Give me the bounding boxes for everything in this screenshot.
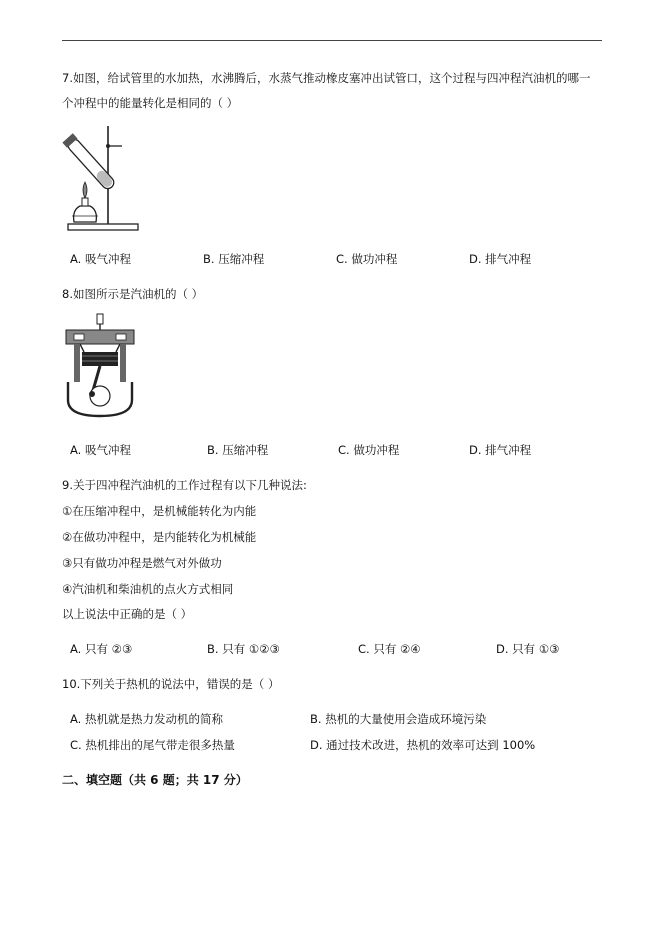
q9-statement-3: ③只有做功冲程是燃气对外做功	[62, 556, 222, 570]
q7-option-b: B. 压缩冲程	[203, 252, 265, 266]
header-rule	[62, 40, 602, 41]
q9-statement-1: ①在压缩冲程中，是机械能转化为内能	[62, 504, 257, 518]
q7-stem-line2: 个冲程中的能量转化是相同的（ ）	[62, 96, 239, 110]
q10-option-a: A. 热机就是热力发动机的简称	[70, 712, 223, 726]
q7-option-c: C. 做功冲程	[336, 252, 398, 266]
engine-cylinder-figure	[64, 312, 136, 420]
q10-stem: 10.下列关于热机的说法中，错误的是（ ）	[62, 677, 280, 691]
q7-option-a: A. 吸气冲程	[70, 252, 131, 266]
section-heading: 二、填空题（共 6 题；共 17 分）	[62, 773, 248, 787]
q9-statement-2: ②在做功冲程中，是内能转化为机械能	[62, 530, 257, 544]
q7-stem-line1: 7.如图，给试管里的水加热，水沸腾后，水蒸气推动橡皮塞冲出试管口，这个过程与四冲程汽油机的哪一	[62, 71, 591, 85]
q9-question: 以上说法中正确的是（ ）	[62, 607, 193, 621]
q7-option-d: D. 排气冲程	[469, 252, 532, 266]
q9-option-a: A. 只有 ②③	[70, 642, 133, 656]
q8-stem: 8.如图所示是汽油机的（ ）	[62, 287, 204, 301]
q8-option-c: C. 做功冲程	[338, 443, 400, 457]
q8-option-a: A. 吸气冲程	[70, 443, 131, 457]
q9-option-c: C. 只有 ②④	[358, 642, 421, 656]
q9-stem: 9.关于四冲程汽油机的工作过程有以下几种说法:	[62, 478, 307, 492]
q9-statement-4: ④汽油机和柴油机的点火方式相同	[62, 582, 234, 596]
test-tube-heating-figure	[60, 118, 140, 234]
q10-option-d: D. 通过技术改进，热机的效率可达到 100%	[310, 738, 536, 752]
q9-option-b: B. 只有 ①②③	[207, 642, 280, 656]
q8-option-d: D. 排气冲程	[469, 443, 532, 457]
q9-option-d: D. 只有 ①③	[496, 642, 560, 656]
q8-option-b: B. 压缩冲程	[207, 443, 269, 457]
q10-option-c: C. 热机排出的尾气带走很多热量	[70, 738, 235, 752]
q10-option-b: B. 热机的大量使用会造成环境污染	[310, 712, 487, 726]
